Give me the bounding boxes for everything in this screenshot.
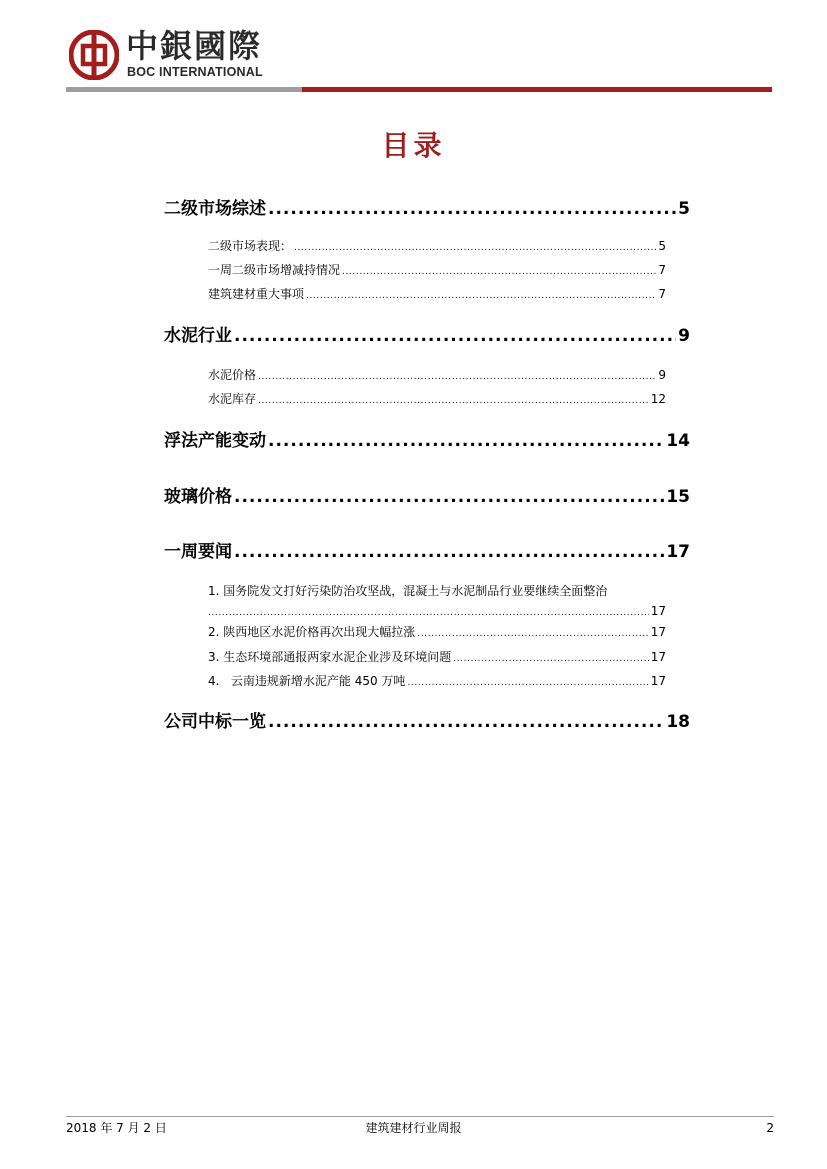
toc-entry-section[interactable] xyxy=(164,197,690,221)
toc-entry-section[interactable] xyxy=(164,324,690,348)
toc-entry-subsection[interactable] xyxy=(208,390,666,408)
toc-entry-subsection[interactable] xyxy=(208,285,666,303)
toc-entry-page: 17 xyxy=(666,542,690,562)
toc-entry-page: 5 xyxy=(678,199,690,219)
toc-entry-title: 建筑建材重大事项 xyxy=(208,287,305,301)
toc-entry-title: 玻璃价格 xyxy=(164,487,232,507)
toc-entry-title: 一周要闻 xyxy=(164,542,232,562)
toc-entry-title: 2. 陕西地区水泥价格再次出现大幅拉涨 xyxy=(208,625,416,639)
toc-leader-dots xyxy=(453,650,648,668)
toc-entry-section[interactable] xyxy=(164,485,690,509)
toc-entry-section[interactable] xyxy=(164,540,690,564)
page-header xyxy=(0,0,827,95)
toc-entry-page: 18 xyxy=(666,712,690,732)
toc-leader-dots xyxy=(268,429,664,453)
toc-entry-page: 17 xyxy=(650,604,666,618)
toc-entry-section[interactable] xyxy=(164,710,690,734)
header-rule-gray xyxy=(66,87,302,92)
toc-leader-dots xyxy=(268,197,676,221)
toc-leader-dots xyxy=(268,710,664,734)
toc-entry-subsection-title[interactable]: 1. 国务院发文打好污染防治攻坚战，混凝土与水泥制品行业要继续全面整治 xyxy=(208,584,608,598)
toc-entry-title: 4. 云南违规新增水泥产能 450 万吨 xyxy=(208,674,406,688)
footer-report-title: 建筑建材行业周报 xyxy=(365,1121,462,1135)
toc-entry-subsection-continued[interactable] xyxy=(208,602,666,620)
toc-entry-title: 水泥价格 xyxy=(208,368,257,382)
toc-entry-title: 二级市场表现： xyxy=(208,239,293,253)
toc-leader-dots xyxy=(294,239,656,257)
toc-entry-page: 5 xyxy=(658,239,666,253)
toc-entry-page: 17 xyxy=(650,674,666,688)
toc-entry-page: 7 xyxy=(658,287,666,301)
toc-entry-subsection[interactable] xyxy=(208,366,666,384)
toc-entry-subsection[interactable] xyxy=(208,623,666,641)
toc-leader-dots xyxy=(258,392,649,410)
toc-entry-page: 17 xyxy=(650,625,666,639)
toc-entry-title: 一周二级市场增减持情况 xyxy=(208,263,341,277)
toc-leader-dots xyxy=(417,625,648,643)
toc-leader-dots xyxy=(258,368,656,386)
toc-entry-page: 7 xyxy=(658,263,666,277)
toc-leader-dots xyxy=(407,674,648,692)
header-rule-red xyxy=(302,87,772,92)
logo-chinese-text: 中銀國際 xyxy=(126,27,263,65)
toc-entry-page: 12 xyxy=(650,392,666,406)
toc-entry-page: 9 xyxy=(678,326,690,346)
toc-entry-title: 水泥行业 xyxy=(164,326,232,346)
toc-entry-page: 17 xyxy=(650,650,666,664)
toc-leader-dots xyxy=(342,263,656,281)
toc-entry-title: 公司中标一览 xyxy=(164,712,266,732)
toc-entry-subsection[interactable] xyxy=(208,648,666,666)
toc-entry-subsection[interactable] xyxy=(208,672,666,690)
toc-entry-page: 15 xyxy=(666,487,690,507)
footer-page-number: 2 xyxy=(766,1121,774,1135)
footer-rule xyxy=(66,1116,774,1117)
toc-entry-title: 二级市场综述 xyxy=(164,199,266,219)
toc-leader-dots xyxy=(208,604,649,622)
toc-entry-title: 水泥库存 xyxy=(208,392,257,406)
toc-leader-dots xyxy=(234,485,664,509)
toc-entry-subsection[interactable] xyxy=(208,237,666,255)
logo-english-text: BOC INTERNATIONAL xyxy=(127,65,263,79)
toc-title: 目录 xyxy=(381,129,446,162)
toc-entry-page: 9 xyxy=(658,368,666,382)
toc-entry-section[interactable] xyxy=(164,429,690,453)
toc-entry-title: 浮法产能变动 xyxy=(164,431,266,451)
boc-logo-icon xyxy=(69,30,119,80)
toc-leader-dots xyxy=(234,540,664,564)
toc-entry-page: 14 xyxy=(666,431,690,451)
toc-leader-dots xyxy=(306,287,656,305)
toc-entry-subsection[interactable] xyxy=(208,261,666,279)
toc-leader-dots xyxy=(234,324,676,348)
footer-date: 2018 年 7 月 2 日 xyxy=(66,1121,167,1135)
toc-entry-title: 3. 生态环境部通报两家水泥企业涉及环境问题 xyxy=(208,650,452,664)
